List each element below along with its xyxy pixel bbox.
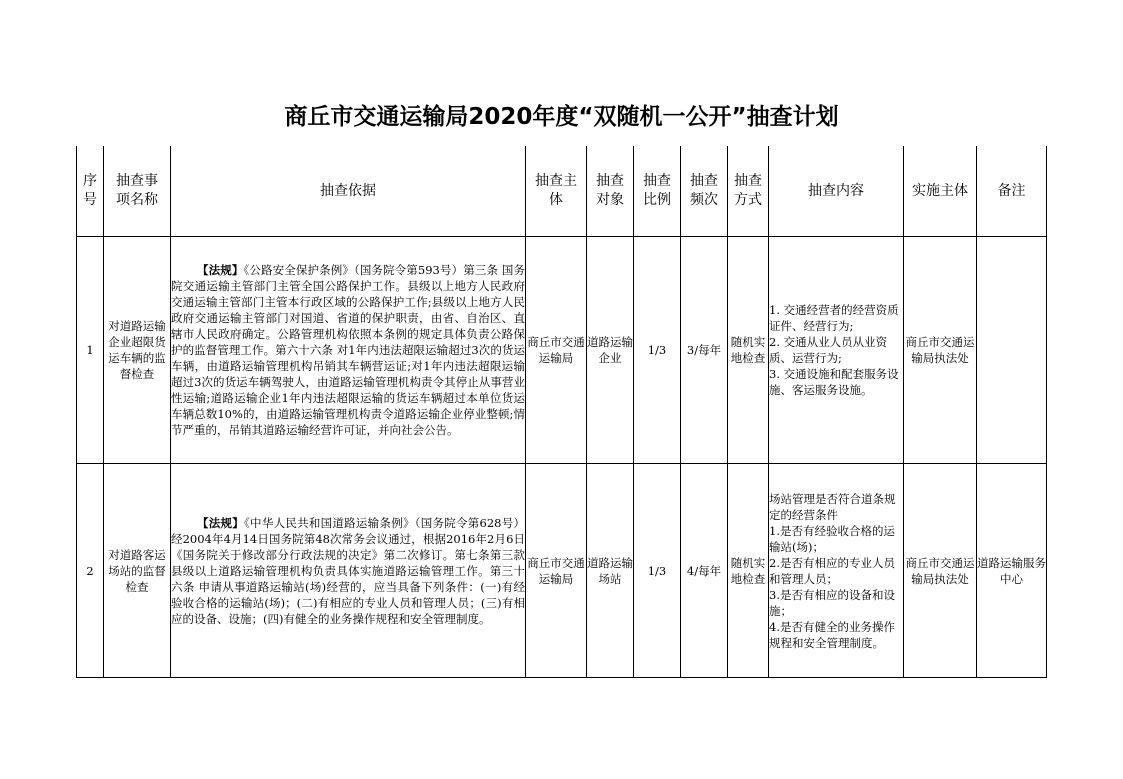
header-note: 备注: [977, 146, 1047, 237]
row-item: 对道路运输企业超限货运车辆的监督检查: [104, 237, 171, 464]
header-item: 抽查事项名称: [104, 146, 171, 237]
row-seq: 1: [77, 237, 104, 464]
header-basis: 抽查依据: [171, 146, 526, 237]
basis-tag: 【法规】: [197, 515, 245, 530]
row-executor: 商丘市交通运输局执法处: [904, 237, 977, 464]
row-note: 道路运输服务中心: [977, 464, 1047, 678]
header-content: 抽查内容: [769, 146, 904, 237]
table-header-row: [77, 146, 1047, 237]
basis-tag: 【法规】: [197, 263, 244, 277]
row-method: 随机实地检查: [728, 464, 769, 678]
document-title: 商丘市交通运输局2020年度“双随机一公开”抽查计划: [284, 104, 839, 130]
header-freq: 抽查频次: [681, 146, 728, 237]
header-object: 抽查对象: [587, 146, 634, 237]
row-freq: 4/每年: [681, 464, 728, 678]
row-content: 场站管理是否符合道条规定的经营条件 1.是否有经验收合格的运输站(场)； 2.是否有相应的专业人员和管理人员； 3.是否有相应的设备和设施； 4.是否有健全的业务操作规程和安全管理制度。: [769, 464, 904, 678]
table-row: [77, 464, 1047, 678]
row-ratio: 1/3: [634, 464, 681, 678]
header-executor: 实施主体: [904, 146, 977, 237]
row-object: 道路运输企业: [587, 237, 634, 464]
row-basis: [171, 464, 526, 678]
table-row: [77, 237, 1047, 464]
row-subject: 商丘市交通运输局: [526, 237, 587, 464]
row-executor: 商丘市交通运输局执法处: [904, 464, 977, 678]
header-ratio: 抽查比例: [634, 146, 681, 237]
row-ratio: 1/3: [634, 237, 681, 464]
row-basis: [171, 237, 526, 464]
row-object: 道路运输场站: [587, 464, 634, 678]
basis-text: 《公路安全保护条例》（国务院令第593号）第三条 国务院交通运输主管部门主管全国公路保护工作。县级以上地方人民政府交通运输主管部门主管本行政区域的公路保护工作;县级以上地方人民政府交通运输主管部门对国道、省道的保护职责，由省、自治区、直辖市人民政府确定。公路管理机构依照本条例的规定具体负责公路保护的监督管理工作。第六十六条 对1年内违法超限运输超过3次的货运车辆，由道路运输管理机构吊销其车辆营运证;对1年内违法超限运输超过3次的货运车辆驾驶人，由道路运输管理机构责令其停止从事营业性运输;道路运输企业1年内违法超限运输的货运车辆超过本单位货运车辆总数10%的，由道路运输管理机构责令道路运输企业停业整顿;情节严重的，吊销其道路运输经营许可证，并向社会公告。: [171, 263, 525, 437]
header-subject: 抽查主体: [526, 146, 587, 237]
row-method: 随机实地检查: [728, 237, 769, 464]
header-seq: 序号: [77, 146, 104, 237]
row-freq: 3/每年: [681, 237, 728, 464]
row-note: [977, 237, 1047, 464]
row-seq: 2: [77, 464, 104, 678]
basis-text: 《中华人民共和国道路运输条例》（国务院令第628号）经2004年4月14日国务院第48次常务会议通过，根据2016年2月6日《国务院关于修改部分行政法规的决定》第二次修订。第七条第三款 县级以上道路运输管理机构负责具体实施道路运输管理工作。第三十六条 申请从事道路运输站(场)经营的，应当具备下列条件：(一)有经验收合格的运输站(场)；(二)有相应的专业人员和管理人员；(三)有相应的设备、设施；(四)有健全的业务操作规程和安全管理制度。: [171, 515, 525, 626]
header-method: 抽查方式: [728, 146, 769, 237]
inspection-plan-table: [76, 146, 1047, 678]
row-content: 1. 交通经营者的经营资质证件、经营行为; 2. 交通从业人员从业资质、运营行为; 3. 交通设施和配套服务设施、客运服务设施。: [769, 237, 904, 464]
row-subject: 商丘市交通运输局: [526, 464, 587, 678]
row-item: 对道路客运场站的监督检查: [104, 464, 171, 678]
